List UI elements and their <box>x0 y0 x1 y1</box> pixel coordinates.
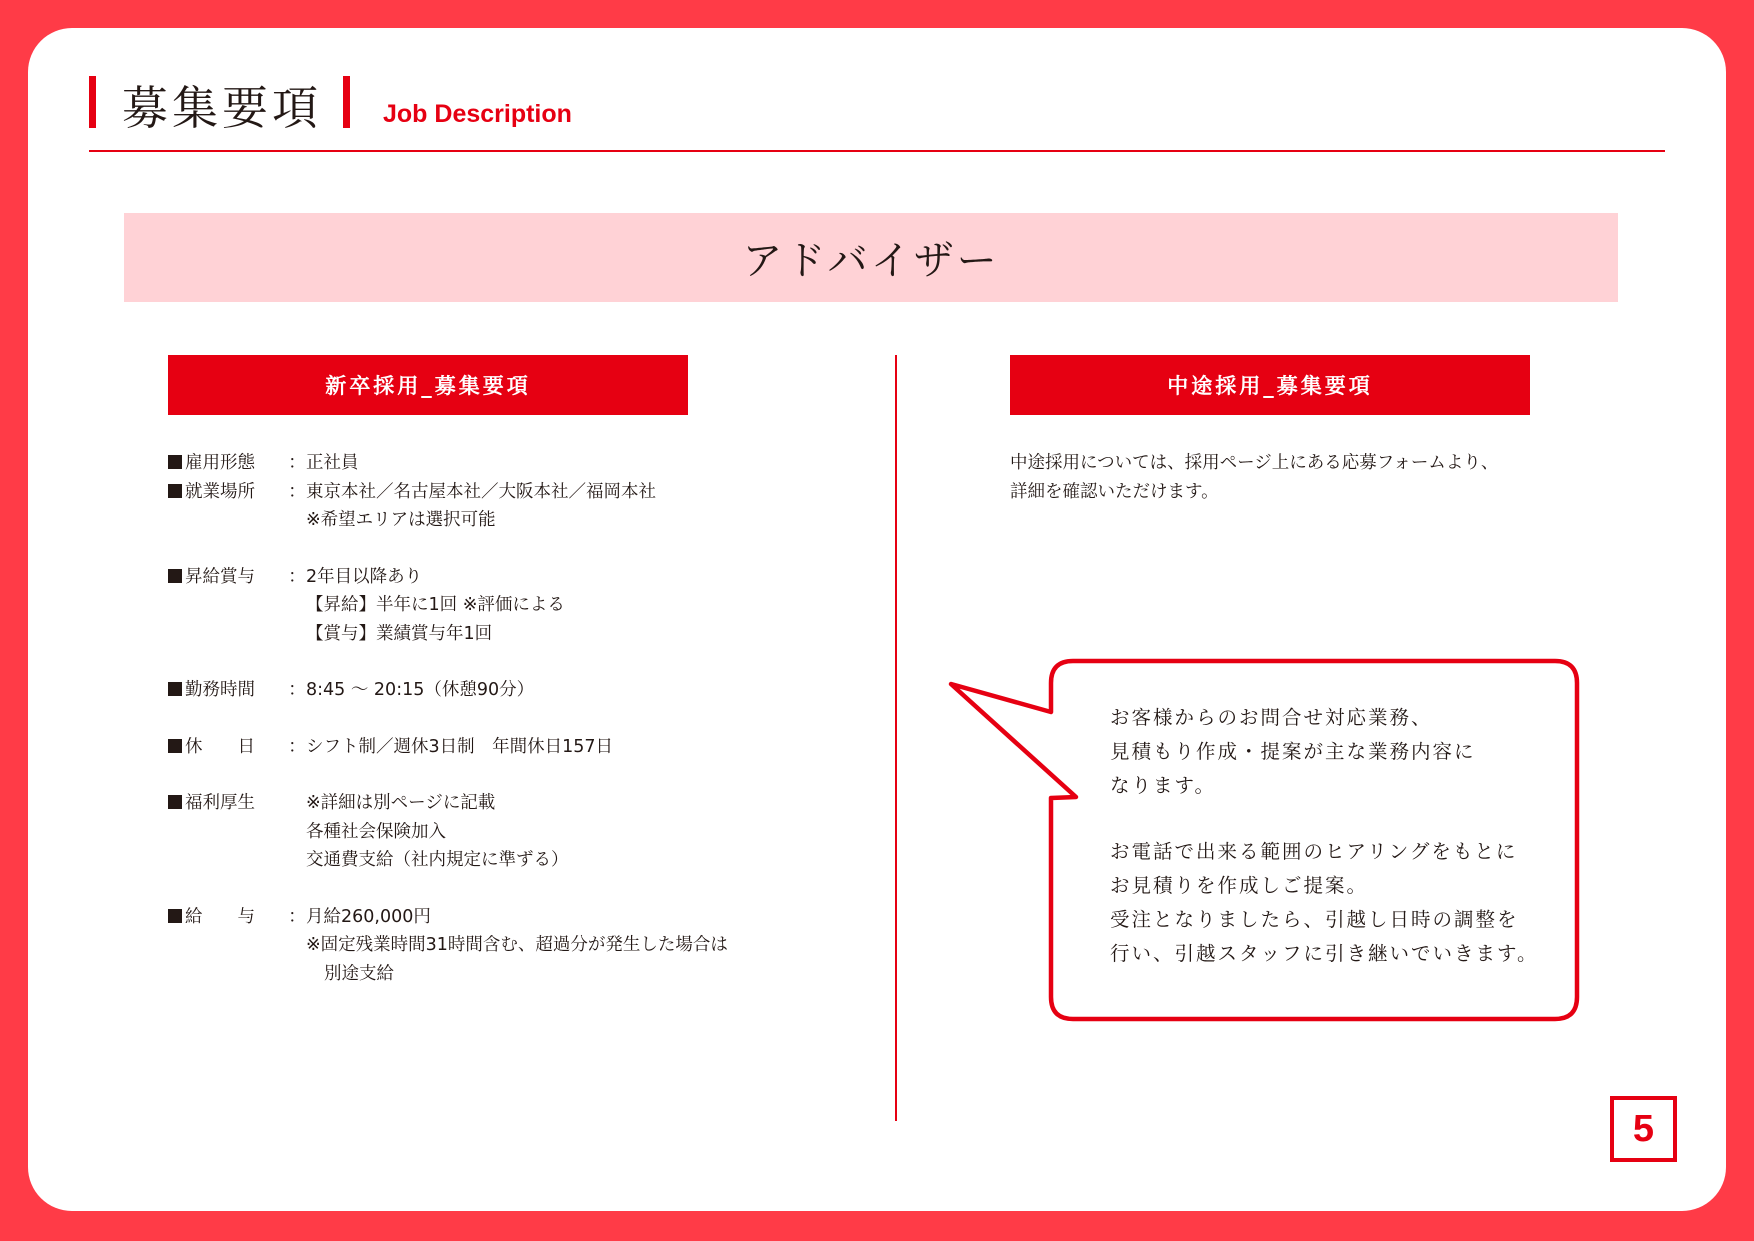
bubble-line: お電話で出来る範囲のヒアリングをもとに <box>1110 840 1518 863</box>
bubble-line: 行い、引越スタッフに引き継いでいきます。 <box>1110 942 1539 965</box>
mid-career-line1: 中途採用については、採用ページ上にある応募フォームより、 <box>1010 453 1499 473</box>
employment-type-value: 正社員 <box>306 453 359 473</box>
raise-bonus-row: 昇給賞与 ： 2年目以降あり <box>168 563 728 592</box>
hours-value: 8:45 ～ 20:15（休憩90分） <box>306 680 535 700</box>
hours-key: 勤務時間 <box>168 676 288 705</box>
hours-row: 勤務時間 ： 8:45 ～ 20:15（休憩90分） <box>168 676 728 705</box>
welfare-line3: 交通費支給（社内規定に準ずる） <box>306 850 569 870</box>
bonus-detail: 【賞与】業績賞与年1回 <box>306 623 493 644</box>
bubble-line: なります。 <box>1110 774 1216 797</box>
welfare-key: 福利厚生 <box>168 789 288 818</box>
employment-type-row: 雇用形態 ： 正社員 <box>168 449 728 478</box>
mid-career-line2: 詳細を確認いただけます。 <box>1010 482 1219 502</box>
role-banner: アドバイザー <box>124 213 1618 302</box>
salary-value: 月給260,000円 <box>306 906 431 927</box>
location-value: 東京本社／名古屋本社／大阪本社／福岡本社 <box>306 481 656 502</box>
salary-note-cont: 別途支給 <box>324 963 394 984</box>
bubble-line: お客様からのお問合せ対応業務、 <box>1110 706 1433 729</box>
bubble-line: 見積もり作成・提案が主な業務内容に <box>1110 740 1476 763</box>
page-subtitle: Job Description <box>383 100 572 128</box>
page-number: 5 <box>1610 1096 1677 1162</box>
bubble-line: 受注となりましたら、引越し日時の調整を <box>1110 908 1519 931</box>
bubble-text <box>1110 701 1538 971</box>
employment-type-key: 雇用形態 <box>168 449 288 478</box>
raise-bonus-value: 2年目以降あり <box>306 566 423 587</box>
location-note: ※希望エリアは選択可能 <box>306 510 496 530</box>
holidays-row: 休 日 ： シフト制／週休3日制 年間休日157日 <box>168 733 728 762</box>
new-grad-label: 新卒採用_募集要項 <box>168 355 688 415</box>
location-row: 就業場所 ： 東京本社／名古屋本社／大阪本社／福岡本社 <box>168 478 728 507</box>
raise-bonus-key: 昇給賞与 <box>168 563 288 592</box>
holidays-key: 休 日 <box>168 733 288 762</box>
welfare-line1: ※詳細は別ページに記載 <box>306 793 496 813</box>
salary-row: 給 与 ： 月給260,000円 <box>168 903 728 932</box>
welfare-line2: 各種社会保険加入 <box>306 821 446 842</box>
location-key: 就業場所 <box>168 478 288 507</box>
page-title: 募集要項 <box>122 81 322 135</box>
salary-key: 給 与 <box>168 903 288 932</box>
salary-note: ※固定残業時間31時間含む、超過分が発生した場合は <box>306 935 728 955</box>
holidays-value: シフト制／週休3日制 年間休日157日 <box>306 736 614 757</box>
raise-detail: 【昇給】半年に1回 ※評価による <box>306 595 565 615</box>
mid-career-label: 中途採用_募集要項 <box>1010 355 1530 415</box>
bubble-line: お見積りを作成しご提案。 <box>1110 874 1369 897</box>
